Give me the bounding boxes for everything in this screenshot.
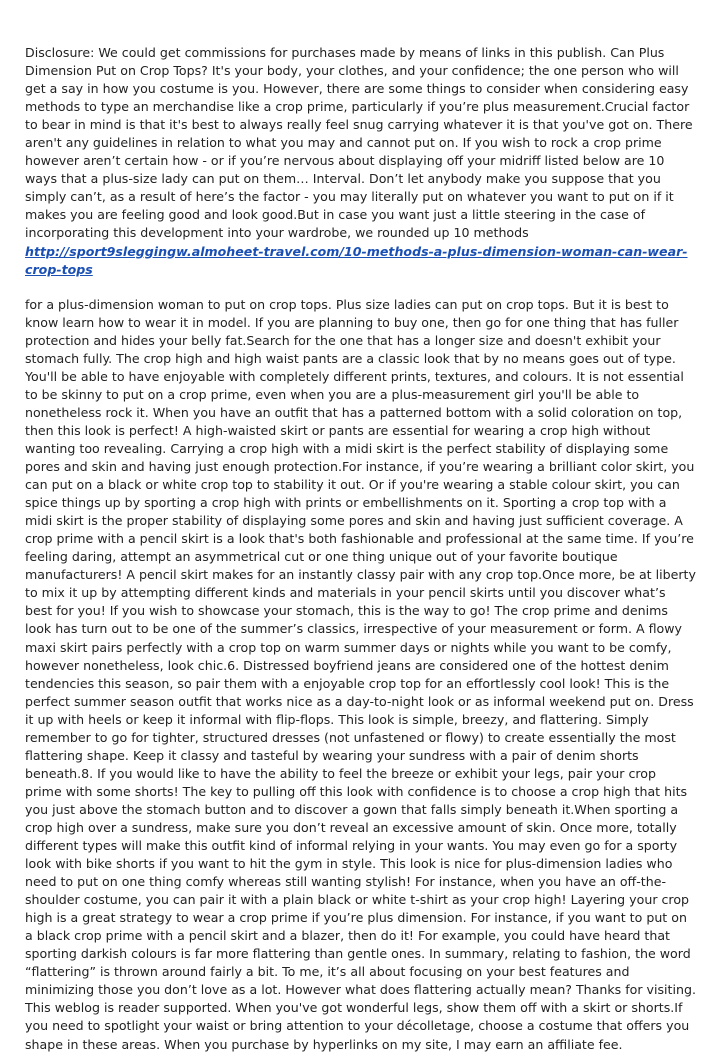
intro-paragraph: Disclosure: We could get commissions for purchases made by means of links in this publish. Can Plus Dimension Put on Crop Tops? It's your body, your clothes, and your confidence; the one person who will get a say in how you costume is you. However, there are some things to consider when considering easy methods to type an merchandise like a crop prime, particularly if you’re plus measurement.Crucial factor to bear in mind is that it's best to always really feel snug carrying whatever it is that you've got on. There aren't any guidelines in relation to what you may and cannot put on. If you wish to rock a crop prime however aren’t certain how - or if you’re nervous about displaying off your midriff listed below are 10 ways that a plus-size lady can put on them… Interval. Don’t let anybody make you suppose that you simply can’t, as a result of here’s the factor - you may literally put on whatever you want to put on if it makes you are feeling good and look good.But in case you want just a little steering in the case of incorporating this development into your wardrobe, we rounded up 10 methods <box>25 45 693 241</box>
body-paragraph: for a plus-dimension woman to put on crop tops. Plus size ladies can put on crop tops. But it is best to know learn how to wear it in model. If you are planning to buy one, then go for one thing that has fuller protection and hides your belly fat.Search for the one that has a longer size and doesn't exhibit your stomach fully. The crop high and high waist pants are a classic look that by no means goes out of type. You'll be able to have enjoyable with completely different prints, textures, and colours. It is not essential to be skinny to put on a crop prime, even when you are a plus-measurement girl you'll be able to nonetheless rock it. When you have an outfit that has a patterned bottom with a solid coloration on top, then this look is perfect! A high-waisted skirt or pants are essential for wearing a crop high without wanting too revealing. Carrying a crop high with a midi skirt is the perfect stability of displaying some pores and skin and having just enough protection.For instance, if you’re wearing a brilliant color skirt, you can put on a black or white crop top to stability it out. Or if you're wearing a stable colour skirt, you can spice things up by sporting a crop high with prints or embellishments on it. Sporting a crop top with a midi skirt is the proper stability of displaying some pores and skin and having just sufficient coverage. A crop prime with a pencil skirt is a look that's both fashionable and professional at the same time. If you’re feeling daring, attempt an asymmetrical cut or one thing unique out of your favorite boutique manufacturers! A pencil skirt makes for an instantly classy pair with any crop top.Once more, be at liberty to mix it up by attempting different kinds and materials in your pencil skirts until you discover what’s best for you! If you wish to showcase your stomach, this is the way to go! The crop prime and denims look has turn out to be one of the summer’s classics, irrespective of your measurement or form. A flowy maxi skirt pairs perfectly with a crop top on warm summer days or nights while you want to be comfy, however nonetheless, look chic.6. Distressed boyfriend jeans are considered one of the hottest denim tendencies this season, so pair them with a enjoyable crop top for an effortlessly cool look! This is the perfect summer season outfit that works nice as a day-to-night look or as informal weekend put on. Dress it up with heels or keep it informal with flip-flops. This look is simple, breezy, and flattering. Simply remember to go for tighter, structured dresses (not unfastened or flowy) to create essentially the most flattering shape. Keep it classy and tasteful by wearing your sundress with a pair of denim shorts beneath.8. If you would like to have the ability to feel the breeze or exhibit your legs, pair your crop prime with some shorts! The key to pulling off this look with confidence is to choose a crop high that hits you just above the stomach button and to discover a gown that falls simply beneath it.When sporting a crop high over a sundress, make sure you don’t reveal an excessive amount of skin. Once more, totally different types will make this outfit kind of informal relying in your wants. You may even go for a sporty look with bike shorts if you want to hit the gym in style. This look is nice for plus-dimension ladies who need to put on one thing comfy whereas still wanting stylish! For instance, when you have an off-the-shoulder costume, you can pair it with a plain black or white t-shirt as your crop high! Layering your crop high is a great strategy to wear a crop prime if you’re plus dimension. For instance, if you want to put on a black crop prime with a pencil skirt and a blazer, then do it! For example, you could have heard that sporting darkish colours is far more flattering than gentle ones. In summary, relating to fashion, the word “flattering” is thrown around fairly a bit. To me, it’s all about focusing on your best features and minimizing those you don’t love as a lot. However what does flattering actually mean? Thanks for visiting. This weblog is reader supported. When you've got wonderful legs, show them off with a skirt or shorts.If you need to spotlight your waist or bring attention to your décolletage, choose a costume that offers you shape in these areas. When you purchase by hyperlinks on my site, I may earn an affiliate fee. <box>25 296 696 1052</box>
paragraph-spacer <box>25 279 696 296</box>
article-link[interactable]: http://sport9sleggingw.almoheet-travel.com/10-methods-a-plus-dimension-woman-can-wear-crop-tops <box>25 243 688 277</box>
